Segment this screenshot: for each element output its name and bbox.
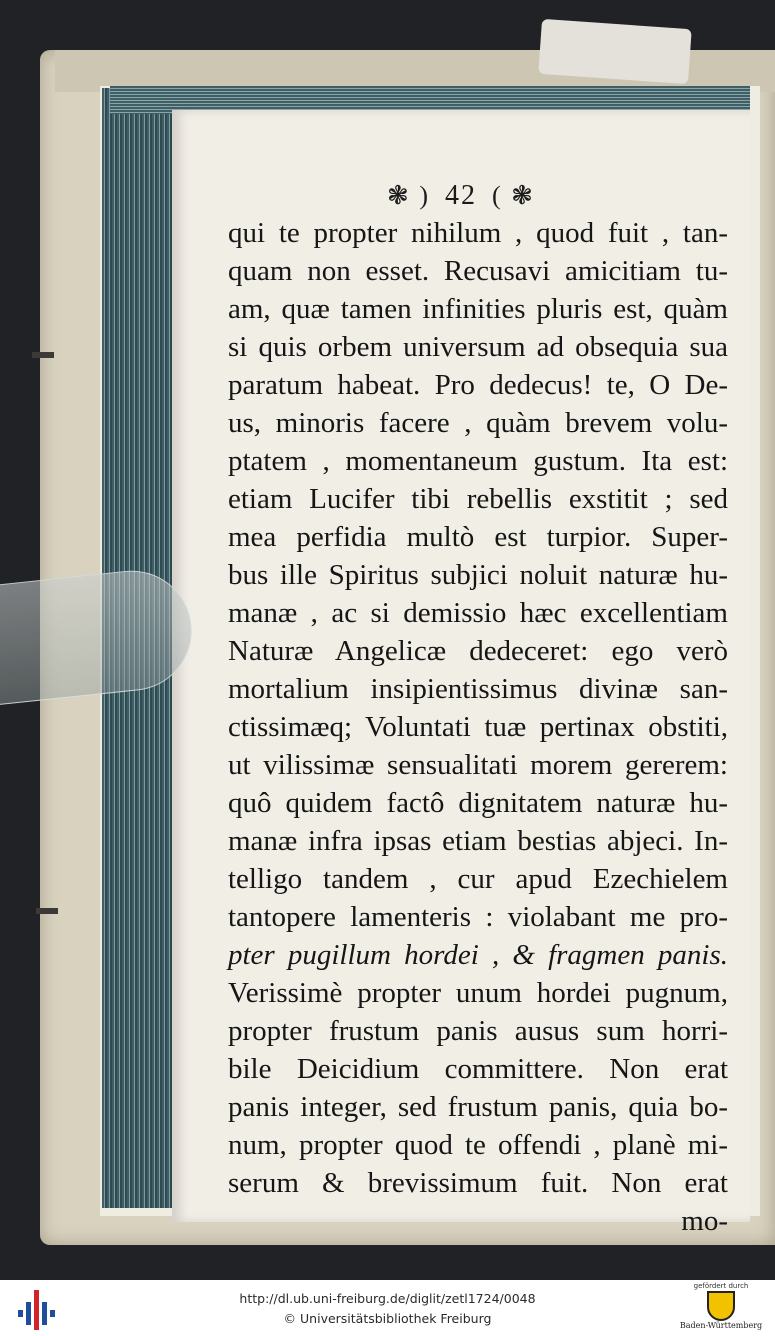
page-number: 42 [445, 180, 477, 211]
text-line: ctissimæq; Voluntati tuæ pertinax obstiti, [228, 711, 728, 743]
text-line: manæ , ac si demissio hæc excellentiam [228, 597, 728, 629]
text-line: bile Deicidium committere. Non erat [228, 1053, 728, 1085]
text-line: mortalium insipientissimus divinæ san- [228, 673, 728, 705]
text-line: paratum habeat. Pro dedecus! te, O De- [228, 369, 728, 401]
text-line: Naturæ Angelicæ dedeceret: ego verò [228, 635, 728, 667]
text-line: ut vilissimæ sensualitati morem gererem: [228, 749, 728, 781]
page-text [228, 214, 728, 1240]
text-line: Verissimè propter unum hordei pugnum, [228, 977, 728, 1009]
funder-name: Baden-Württemberg [679, 1321, 763, 1330]
text-line: tantopere lamenteris : violabant me pro- [228, 901, 728, 933]
text-line: qui te propter nihilum , quod fuit , tan- [228, 217, 728, 249]
text-line: si quis orbem universum ad obsequia sua [228, 331, 728, 363]
text-line: telligo tandem , cur apud Ezechielem [228, 863, 728, 895]
text-line: serum & brevissimum fuit. Non erat [228, 1167, 728, 1199]
text-line: propter frustum panis ausus sum horri- [228, 1015, 728, 1047]
text-line: us, minoris facere , quàm brevem volu- [228, 407, 728, 439]
permalink-url[interactable]: http://dl.ub.uni-freiburg.de/diglit/zetl1724/0048 [239, 1291, 536, 1306]
copyright-text: © Universitätsbibliothek Freiburg [283, 1311, 492, 1326]
text-line: manæ infra ipsas etiam bestias abjeci. In- [228, 825, 728, 857]
text-line: bus ille Spiritus subjici noluit naturæ hu- [228, 559, 728, 591]
viewer-footer [0, 1280, 775, 1336]
text-line: mea perfidia multò est turpior. Super- [228, 521, 728, 553]
ornament-right-icon: ( ❃ [492, 181, 535, 210]
text-line: quam non esset. Recusavi amicitiam tu- [228, 255, 728, 287]
book-page [172, 110, 750, 1237]
binding-pin [36, 908, 58, 914]
text-line: am, quæ tamen infinities pluris est, quàm [228, 293, 728, 325]
text-line: ptatem , momentaneum gustum. Ita est: [228, 445, 728, 477]
binding-pin [32, 352, 54, 358]
funder-logo [675, 1282, 767, 1336]
funder-label: gefördert durch [693, 1282, 749, 1290]
catchword: mo- [681, 1205, 728, 1237]
text-line: pter pugillum hordei , & fragmen panis. [228, 939, 728, 971]
coat-of-arms-icon [707, 1291, 735, 1321]
ornament-left-icon: ❃ ) [387, 181, 430, 210]
text-line: panis integer, sed frustum panis, quia bo- [228, 1091, 728, 1123]
page-header [172, 180, 750, 212]
text-line: quô quidem factô dignitatem naturæ hu- [228, 787, 728, 819]
text-line: num, propter quod te offendi , planè mi- [228, 1129, 728, 1161]
paper-tear [538, 19, 691, 84]
text-line: etiam Lucifer tibi rebellis exstitit ; sed [228, 483, 728, 515]
